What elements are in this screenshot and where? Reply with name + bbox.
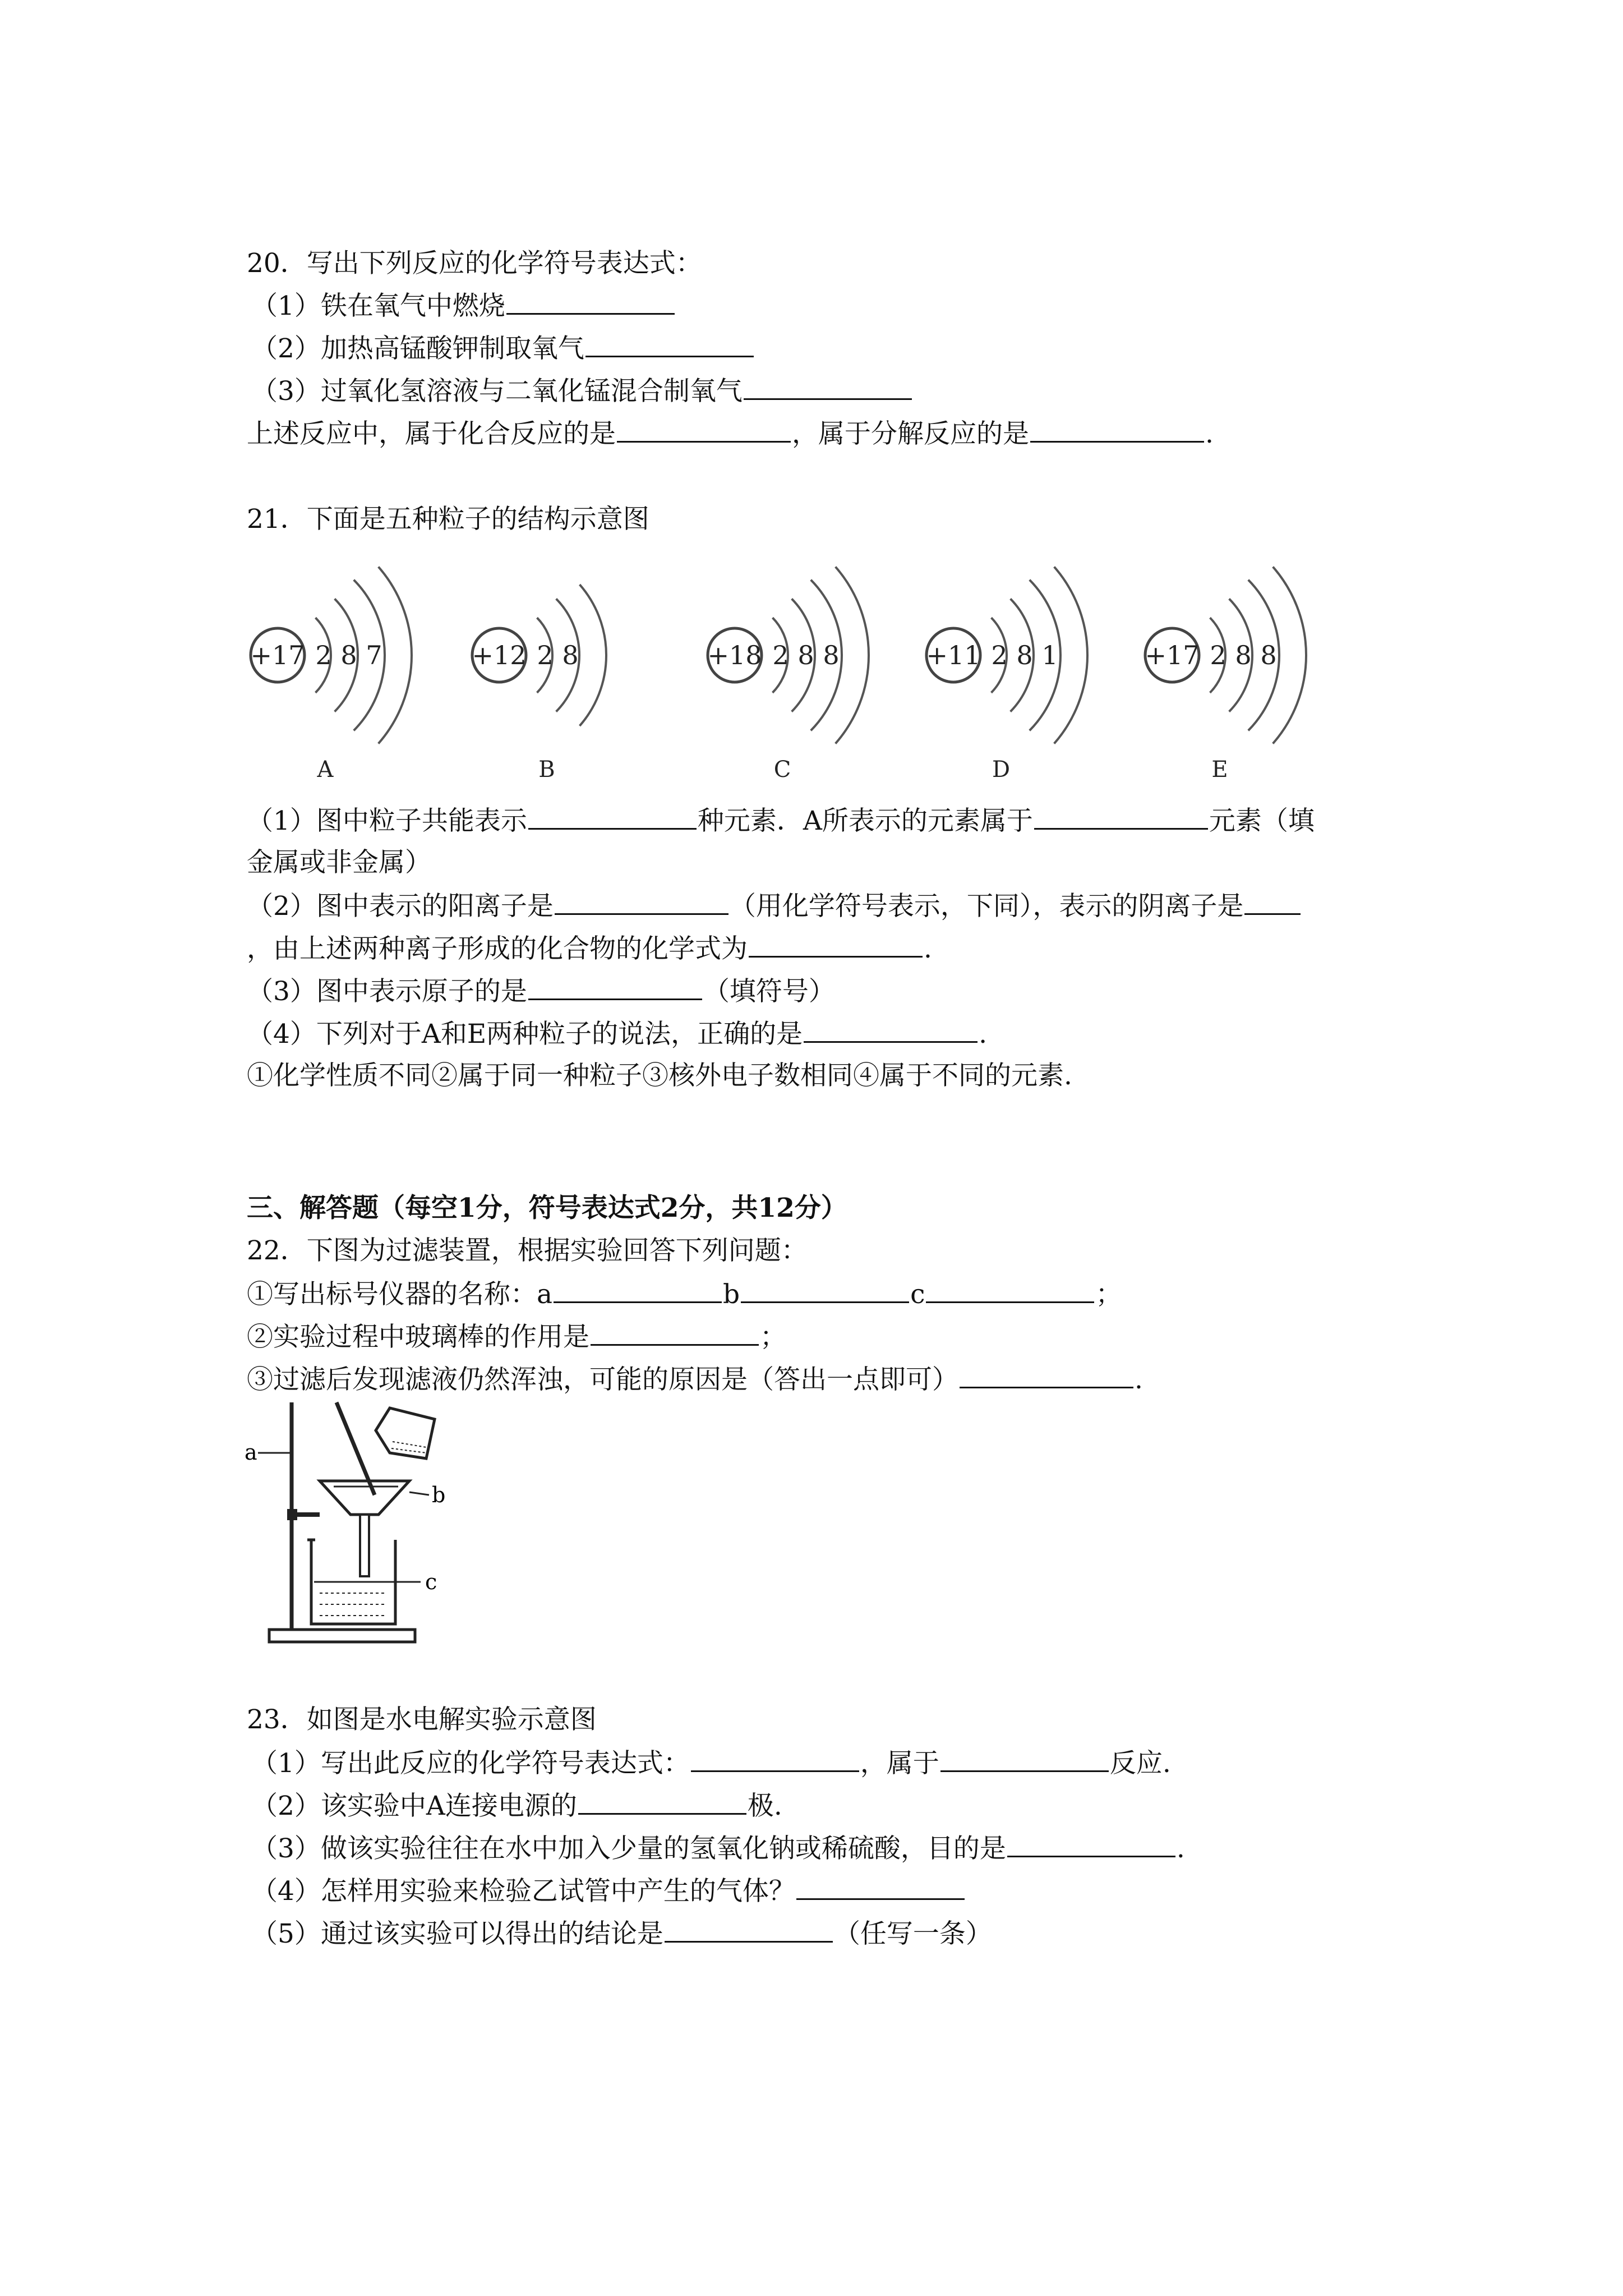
q21-p2-cont [247,931,932,966]
electron-count: 8 [562,640,579,670]
q21-p1a: （1）图中粒子共能表示 [247,806,527,836]
q21-p4a: （4）下列对于A和E两种粒子的说法，正确的是 [247,1019,803,1050]
label-a: a [245,1440,257,1465]
answer-blank[interactable] [665,1916,833,1943]
electron-count: 8 [823,640,840,670]
q21-p4 [247,1016,987,1051]
q21-p1d: 金属或非金属） [247,847,431,878]
electron-count: 2 [1210,640,1227,670]
funnel-stem [360,1515,369,1576]
particle-label: C [773,757,791,783]
label-b-leader [409,1492,429,1495]
q22-line1 [247,1277,1122,1312]
answer-blank[interactable] [1007,1831,1175,1857]
q21-p3a: （3）图中表示原子的是 [247,976,527,1007]
answer-blank[interactable] [578,1788,746,1815]
electron-count: 2 [537,640,554,670]
answer-blank[interactable] [555,889,728,915]
q23-line4 [251,1874,966,1908]
answer-blank[interactable] [554,1277,722,1303]
stand-base [269,1630,415,1642]
q21-p2d: . [924,933,932,964]
section3-title: 三、解答题（每空1分，符号表达式2分，共12分） [247,1193,847,1223]
q22-l1d: ； [1095,1279,1122,1310]
q23-l5b: （任写一条） [833,1918,992,1949]
particle-label: B [538,757,555,783]
pouring-beaker [376,1408,435,1458]
particle-B [472,585,606,783]
electron-count: 2 [772,640,789,670]
q21-p2c: ，由上述两种离子形成的化合物的化学式为 [247,933,748,964]
answer-blank[interactable] [741,1277,909,1303]
electron-shell-arc [1273,567,1306,743]
q21-p2a: （2）图中表示的阳离子是 [247,891,554,922]
q21-p1 [247,803,1315,838]
answer-blank[interactable] [528,974,702,1000]
electron-shell-arc [379,567,412,743]
q22-l1c: c [910,1279,925,1310]
particle-A [250,567,412,783]
q23-title: 23．如图是水电解实验示意图 [247,1704,597,1735]
q20-item1-text: （1）铁在氧气中燃烧 [251,291,505,321]
q23-l2a: （2）该实验中A连接电源的 [251,1791,577,1821]
particle-C [707,567,869,783]
q21-options: ①化学性质不同②属于同一种粒子③核外电子数相同④属于不同的元素. [247,1060,1072,1091]
answer-blank[interactable] [691,1746,859,1772]
q23-line5 [251,1916,992,1951]
particle-E [1145,567,1306,783]
q23-l1c: 反应. [1109,1748,1171,1779]
q23-l3a: （3）做该实验往往在水中加入少量的氢氧化钠或稀硫酸，目的是 [251,1833,1006,1864]
clamp-block [287,1509,297,1520]
q21-p2 [247,889,1302,923]
electron-count: 8 [797,640,814,670]
electron-count: 1 [1041,640,1058,670]
q23-l2b: 极. [747,1791,782,1821]
label-c: c [425,1570,437,1594]
particle-label: E [1211,757,1228,783]
q20-title: 20．写出下列反应的化学符号表达式： [247,248,702,279]
electron-shell-arc [580,585,606,726]
q22-line3 [247,1362,1143,1397]
q20-item2-text: （2）加热高锰酸钾制取氧气 [251,333,584,364]
electron-shell-arc [836,567,869,743]
answer-blank[interactable] [804,1016,978,1043]
q20-item3-text: （3）过氧化氢溶液与二氧化锰混合制氧气 [251,376,743,407]
answer-blank[interactable] [940,1746,1109,1772]
q21-p4b: . [979,1019,988,1050]
answer-blank[interactable] [926,1277,1094,1303]
nucleus-charge: +17 [1145,640,1200,670]
filtration-apparatus-figure [241,1397,465,1655]
q23-l4a: （4）怎样用实验来检验乙试管中产生的气体？ [251,1876,795,1907]
q21-p2b: （用化学符号表示，下同），表示的阴离子是 [729,891,1244,922]
q20-summary-end: . [1205,418,1214,449]
particle-label: D [992,757,1011,783]
q23-l3b: . [1176,1833,1185,1864]
electron-count: 7 [366,640,382,670]
filtrate [314,1582,393,1616]
q22-line2 [247,1319,786,1354]
q23-l1a: （1）写出此反应的化学符号表达式： [251,1748,690,1779]
q20-summary-b: ，属于分解反应的是 [792,418,1029,449]
q23-line1 [251,1746,1171,1780]
nucleus-charge: +12 [472,640,527,670]
q20-summary-a: 上述反应中，属于化合反应的是 [247,418,616,449]
nucleus-charge: +17 [250,640,305,670]
q23-line3 [251,1831,1185,1866]
q23-line2 [251,1788,782,1823]
q21-title: 21．下面是五种粒子的结构示意图 [247,504,649,535]
answer-blank[interactable] [1034,803,1208,830]
electron-count: 8 [1016,640,1033,670]
q22-l3b: . [1135,1364,1143,1395]
electron-count: 8 [1260,640,1277,670]
q22-l2a: ②实验过程中玻璃棒的作用是 [247,1322,589,1352]
label-b: b [432,1483,446,1507]
answer-blank[interactable] [528,803,697,830]
q22-l3a: ③过滤后发现滤液仍然浑浊，可能的原因是（答出一点即可） [247,1364,958,1395]
q22-l2b: ； [760,1322,786,1352]
q22-l1b: b [723,1279,740,1310]
nucleus-charge: +11 [926,640,981,670]
q21-p3 [247,974,835,1009]
electron-count: 8 [1235,640,1252,670]
q22-l1a: ①写出标号仪器的名称：a [247,1279,553,1310]
electron-count: 2 [315,640,332,670]
particle-label: A [317,757,334,783]
answer-blank[interactable] [1244,889,1301,915]
q23-l1b: ，属于 [860,1748,939,1779]
q23-l5a: （5）通过该实验可以得出的结论是 [251,1918,663,1949]
answer-blank[interactable] [591,1319,759,1346]
answer-blank[interactable] [749,931,923,958]
q21-p3b: （填符号） [703,976,835,1007]
particle-D [926,567,1087,783]
electron-shell-arc [1054,567,1087,743]
answer-blank[interactable] [960,1362,1133,1388]
nucleus-charge: +18 [707,640,762,670]
electron-count: 8 [340,640,357,670]
q22-title: 22．下图为过滤装置，根据实验回答下列问题： [247,1235,808,1266]
answer-blank[interactable] [796,1874,965,1900]
q21-p1c: 元素（填 [1209,806,1315,836]
particle-diagrams [0,0,1623,797]
q21-p1b: 种元素．A所表示的元素属于 [697,806,1033,836]
electron-count: 2 [991,640,1008,670]
